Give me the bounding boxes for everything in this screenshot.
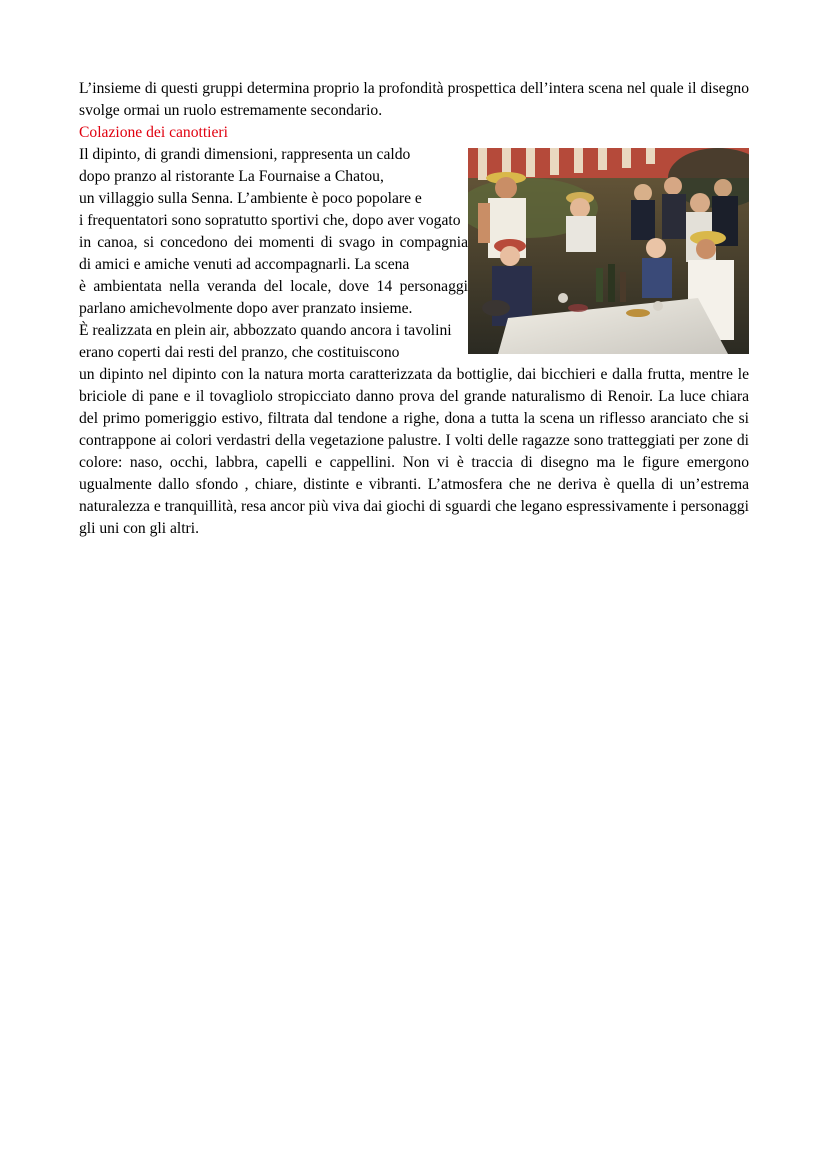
intro-paragraph [79,78,749,122]
wrapped-line: è ambientata nella veranda del locale, dove 14 personaggi [79,278,468,295]
wrapped-line: Il dipinto, di grandi dimensioni, rappresenta un caldo [79,146,411,163]
body-paragraph: un dipinto nel dipinto con la natura morta caratterizzata da bottiglie, dai bicchieri e dalla frutta, mentre le briciole di pane e il tovagliolo stropicciato danno prova del grande naturalismo di Renoir. La luce chiara del primo pomeriggio estivo, filtrata dal tendone a righe, dona a tutta la scena un riflesso aranciato che si contrappone ai colori verdastri della vegetazione palustre. I volti delle ragazze sono tratteggiati per zone di colore: naso, occhi, labbra, capelli e cappellini. Non vi è traccia di disegno ma le figure emergono ugualmente dallo sfondo , chiare, distinte e vibranti. L’atmosfera che ne deriva è quella di un’estrema naturalezza e tranquillità, resa ancor più viva dai giochi di sguardi che legano espressivamente i personaggi gli uni con gli altri. [79,366,749,537]
wrapped-line: È realizzata en plein air, abbozzato quando ancora i tavolini [79,322,452,339]
section-heading: Colazione dei canottieri [79,124,228,141]
wrapped-line: in canoa, si concedono dei momenti di svago in compagnia [79,234,468,251]
intro-line-2: disegno svolge ormai un ruolo estremamente secondario. [79,80,749,119]
wrapped-line: i frequentatori sono sopratutto sportivi che, dopo aver vogato [79,212,461,229]
wrapped-text-block [79,144,749,364]
wrapped-line: erano coperti dai resti del pranzo, che costituiscono [79,344,400,361]
wrapped-line: di amici e amiche venuti ad accompagnarli. La scena [79,256,410,273]
wrapped-line: un villaggio sulla Senna. L’ambiente è poco popolare e [79,190,422,207]
wrapped-line: dopo pranzo al ristorante La Fournaise a Chatou, [79,168,384,185]
wrapped-line: parlano amichevolmente dopo aver pranzato insieme. [79,300,413,317]
document-page [79,78,749,540]
painting-image [468,148,749,354]
painting-illustration [468,148,749,354]
intro-line-1: L’insieme di questi gruppi determina proprio la profondità prospettica dell’intera scena nel quale il [79,80,697,97]
